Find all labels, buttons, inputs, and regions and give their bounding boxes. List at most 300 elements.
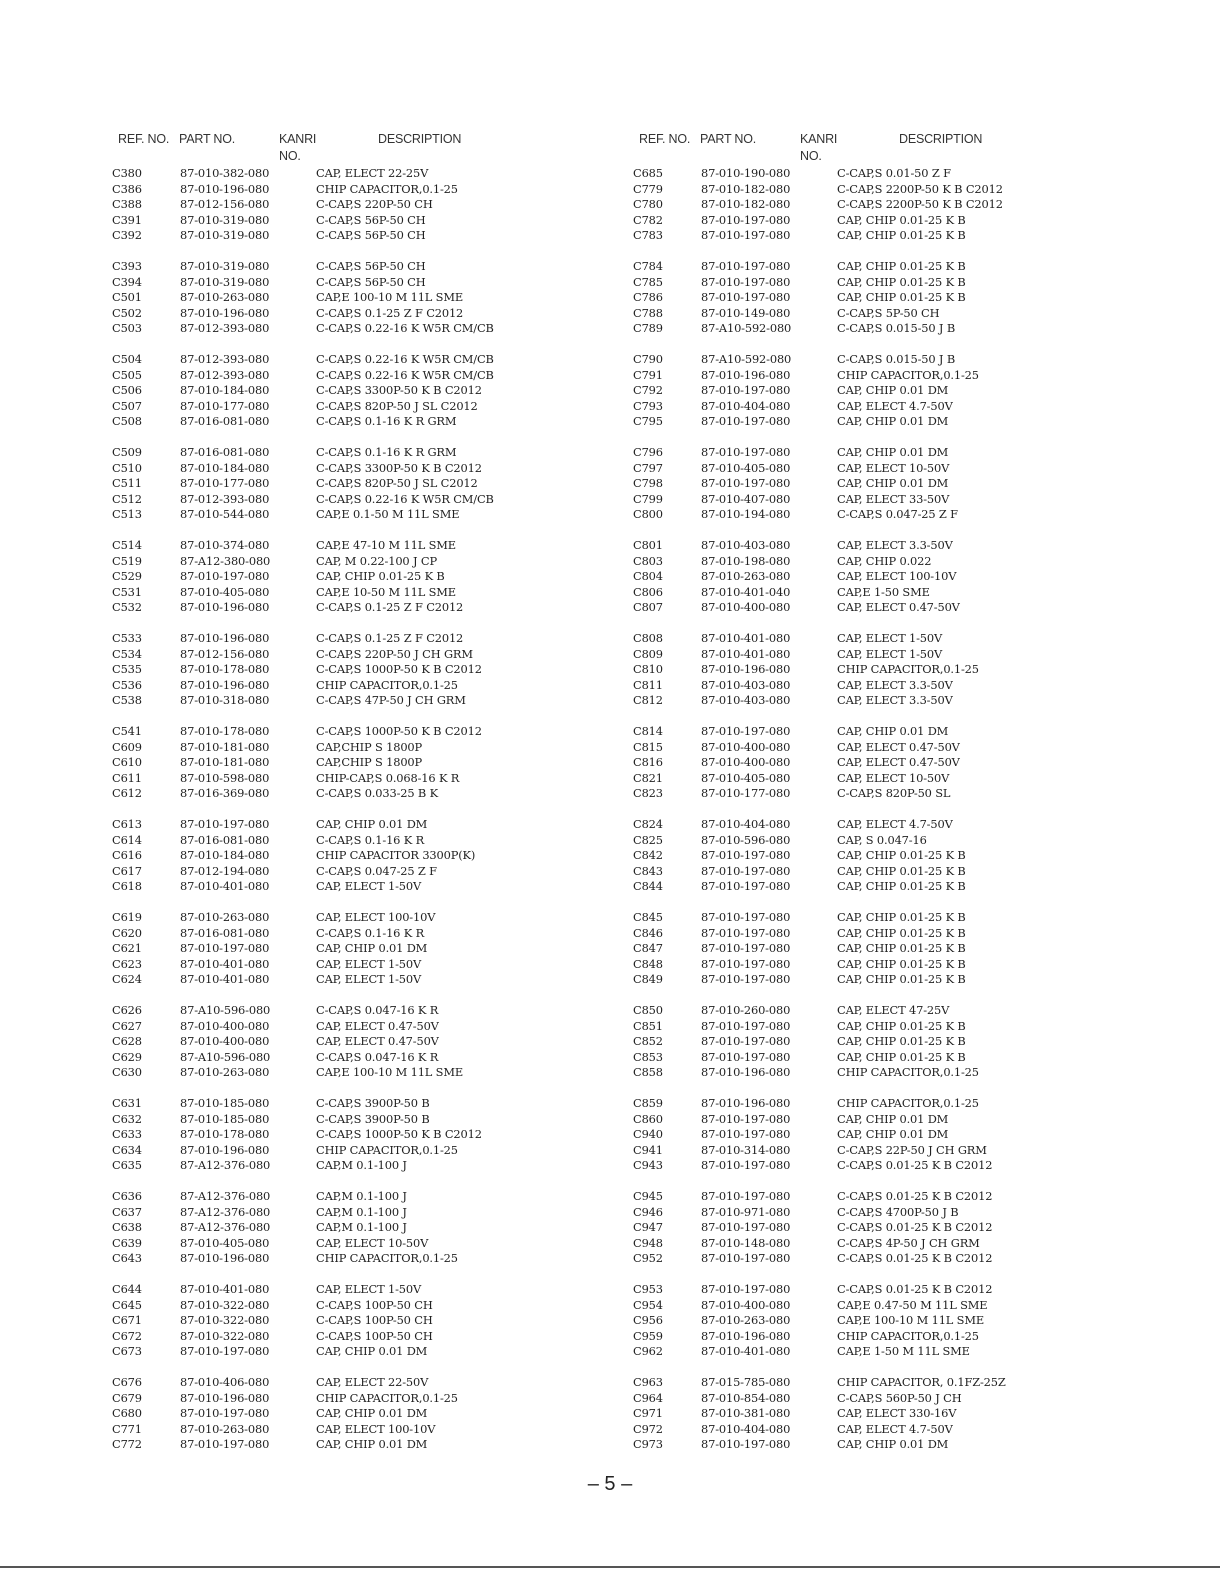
description-cell: CAP, CHIP 0.01-25 K B (837, 925, 966, 940)
ref-no-cell: C621 (112, 941, 142, 955)
ref-no-cell: C609 (112, 739, 142, 754)
description-cell: CAP,CHIP S 1800P (316, 739, 423, 754)
ref-no-cell: C613 (112, 817, 142, 831)
description-cell: C-CAP,S 3300P-50 K B C2012 (316, 383, 482, 397)
part-no-cell: 87-010-263-080 (180, 1421, 270, 1436)
ref-no-cell: C964 (633, 1390, 663, 1405)
ref-no-cell: C972 (633, 1421, 663, 1436)
table-row (633, 678, 1193, 694)
table-row (112, 492, 672, 508)
description-cell: CAP, ELECT 330-16V (837, 1406, 957, 1420)
row-group (633, 817, 1193, 895)
description-cell: CHIP CAPACITOR,0.1-25 (316, 1390, 458, 1405)
part-no-cell: 87-010-197-080 (701, 1158, 791, 1172)
description-cell: CAP, ELECT 22-25V (316, 166, 429, 180)
part-no-cell: 87-010-148-080 (701, 1235, 791, 1250)
table-row (112, 1189, 672, 1205)
part-no-cell: 87-010-197-080 (701, 274, 791, 289)
ref-no-cell: C801 (633, 538, 663, 552)
part-no-cell: 87-010-197-080 (701, 1049, 791, 1064)
part-no-cell: 87-010-185-080 (180, 1096, 270, 1110)
table-row (633, 538, 1193, 554)
ref-no-cell: C629 (112, 1049, 142, 1064)
description-cell: CAP,E 0.47-50 M 11L SME (837, 1297, 988, 1312)
table-row (112, 1050, 672, 1066)
table-row (633, 755, 1193, 771)
part-no-cell: 87-A12-376-080 (180, 1158, 271, 1172)
description-cell: C-CAP,S 2200P-50 K B C2012 (837, 181, 1003, 196)
ref-no-cell: C529 (112, 569, 142, 583)
table-row (112, 1096, 672, 1112)
table-row (633, 476, 1193, 492)
description-cell: CHIP CAPACITOR,0.1-25 (837, 1328, 979, 1343)
description-cell: CAP, ELECT 0.47-50V (837, 739, 960, 754)
table-row (633, 817, 1193, 833)
ref-no-cell: C850 (633, 1003, 663, 1017)
table-row (633, 957, 1193, 973)
table-row (112, 1391, 672, 1407)
part-no-cell: 87-010-400-080 (701, 739, 791, 754)
table-row (633, 1189, 1193, 1205)
table-row (112, 306, 672, 322)
ref-no-cell: C943 (633, 1158, 663, 1172)
table-row (112, 1251, 672, 1267)
part-no-cell: 87-010-197-080 (180, 1344, 270, 1358)
ref-no-cell: C946 (633, 1204, 663, 1219)
description-cell: CAP, ELECT 0.47-50V (837, 755, 960, 769)
table-row (633, 910, 1193, 926)
description-cell: C-CAP,S 3900P-50 B (316, 1111, 430, 1126)
part-no-cell: 87-010-318-080 (180, 693, 270, 707)
ref-no-cell: C963 (633, 1375, 663, 1389)
part-no-cell: 87-A10-596-080 (180, 1049, 271, 1064)
description-cell: C-CAP,S 220P-50 CH (316, 197, 433, 211)
part-no-cell: 87-A10-592-080 (701, 321, 792, 335)
table-row (633, 461, 1193, 477)
ref-no-cell: C393 (112, 259, 142, 273)
part-no-cell: 87-015-785-080 (701, 1375, 791, 1389)
table-row (112, 740, 672, 756)
description-cell: CAP,E 10-50 M 11L SME (316, 584, 456, 599)
description-cell: CAP,E 47-10 M 11L SME (316, 538, 456, 552)
description-cell: CHIP CAPACITOR,0.1-25 (316, 677, 458, 692)
description-cell: CAP, ELECT 10-50V (837, 460, 950, 475)
description-cell: C-CAP,S 22P-50 J CH GRM (837, 1142, 987, 1157)
description-cell: CAP, CHIP 0.022 (837, 553, 932, 568)
description-cell: CAP, ELECT 1-50V (316, 1282, 422, 1296)
table-row (112, 1313, 672, 1329)
part-no-cell: 87-010-177-080 (701, 786, 791, 800)
header-kanri-no: NO. (800, 149, 822, 163)
part-no-cell: 87-010-197-080 (701, 1111, 791, 1126)
description-cell: CHIP CAPACITOR,0.1-25 (837, 1065, 979, 1079)
ref-no-cell: C959 (633, 1328, 663, 1343)
description-cell: C-CAP,S 0.047-25 Z F (837, 507, 958, 521)
table-row (112, 879, 672, 895)
ref-no-cell: C536 (112, 677, 142, 692)
description-cell: C-CAP,S 0.1-25 Z F C2012 (316, 631, 464, 645)
part-no-cell: 87-010-404-080 (701, 817, 791, 831)
description-cell: CAP, ELECT 1-50V (316, 956, 422, 971)
part-no-cell: 87-012-156-080 (180, 197, 270, 211)
description-cell: CAP, CHIP 0.01-25 K B (837, 941, 966, 955)
row-group (633, 166, 1193, 244)
description-cell: C-CAP,S 0.22-16 K W5R CM/CB (316, 367, 494, 382)
part-no-cell: 87-010-403-080 (701, 677, 791, 692)
ref-no-cell: C782 (633, 212, 663, 227)
ref-no-cell: C627 (112, 1018, 142, 1033)
table-row (112, 259, 672, 275)
part-no-cell: 87-010-263-080 (180, 910, 270, 924)
description-cell: CHIP CAPACITOR,0.1-25 (837, 662, 979, 676)
ref-no-cell: C672 (112, 1328, 142, 1343)
table-row (112, 1406, 672, 1422)
part-no-cell: 87-010-196-080 (180, 1390, 270, 1405)
ref-no-cell: C386 (112, 181, 142, 196)
row-group (112, 1375, 672, 1453)
table-row (633, 879, 1193, 895)
ref-no-cell: C851 (633, 1018, 663, 1033)
description-cell: C-CAP,S 5P-50 CH (837, 305, 940, 320)
description-cell: CAP, ELECT 4.7-50V (837, 1421, 953, 1436)
parts-column-right (633, 130, 1193, 1468)
part-no-cell: 87-010-401-080 (701, 646, 791, 661)
description-cell: C-CAP,S 820P-50 J SL C2012 (316, 398, 478, 413)
part-no-cell: 87-010-381-080 (701, 1406, 791, 1420)
part-no-cell: 87-010-196-080 (180, 1142, 270, 1157)
row-group (112, 817, 672, 895)
ref-no-cell: C793 (633, 398, 663, 413)
row-group (112, 166, 672, 244)
table-row (112, 1282, 672, 1298)
description-cell: C-CAP,S 0.01-25 K B C2012 (837, 1220, 993, 1234)
part-no-cell: 87-010-263-080 (701, 569, 791, 583)
description-cell: C-CAP,S 0.1-16 K R (316, 925, 424, 940)
description-cell: CAP, ELECT 33-50V (837, 491, 950, 506)
part-no-cell: 87-010-196-080 (180, 305, 270, 320)
ref-no-cell: C823 (633, 786, 663, 800)
ref-no-cell: C825 (633, 832, 663, 847)
description-cell: CAP, CHIP 0.01 DM (316, 1344, 428, 1358)
ref-no-cell: C632 (112, 1111, 142, 1126)
description-cell: C-CAP,S 220P-50 J CH GRM (316, 646, 473, 661)
table-row (633, 786, 1193, 802)
ref-no-cell: C505 (112, 367, 142, 382)
description-cell: C-CAP,S 100P-50 CH (316, 1313, 433, 1327)
description-cell: CAP, ELECT 10-50V (316, 1235, 429, 1250)
description-cell: CAP, ELECT 0.47-50V (316, 1034, 439, 1048)
description-cell: C-CAP,S 0.033-25 B K (316, 786, 438, 800)
ref-no-cell: C504 (112, 352, 142, 366)
ref-no-cell: C673 (112, 1344, 142, 1358)
ref-no-cell: C507 (112, 398, 142, 413)
part-no-cell: 87-010-178-080 (180, 662, 270, 676)
table-row (633, 492, 1193, 508)
ref-no-cell: C948 (633, 1235, 663, 1250)
table-row (112, 926, 672, 942)
ref-no-cell: C391 (112, 212, 142, 227)
description-cell: CAP, CHIP 0.01-25 K B (837, 1049, 966, 1064)
ref-no-cell: C634 (112, 1142, 142, 1157)
table-row (633, 585, 1193, 601)
part-no-cell: 87-010-197-080 (701, 259, 791, 273)
part-no-cell: 87-010-197-080 (701, 956, 791, 971)
part-no-cell: 87-010-263-080 (180, 1065, 270, 1079)
part-no-cell: 87-010-401-080 (180, 1282, 270, 1296)
description-cell: C-CAP,S 47P-50 J CH GRM (316, 693, 466, 707)
table-row (633, 724, 1193, 740)
description-cell: CAP, ELECT 0.47-50V (316, 1018, 439, 1033)
description-cell: CHIP CAPACITOR,0.1-25 (837, 367, 979, 382)
part-no-cell: 87-010-322-080 (180, 1313, 270, 1327)
part-no-cell: 87-A12-376-080 (180, 1204, 271, 1219)
header-description: DESCRIPTION (899, 132, 983, 146)
row-group (633, 1189, 1193, 1267)
ref-no-cell: C786 (633, 290, 663, 304)
description-cell: CAP, ELECT 1-50V (316, 972, 422, 986)
ref-no-cell: C502 (112, 305, 142, 320)
description-cell: CAP, CHIP 0.01-25 K B (837, 259, 966, 273)
description-cell: CAP, ELECT 4.7-50V (837, 398, 953, 413)
ref-no-cell: C510 (112, 460, 142, 475)
ref-no-cell: C541 (112, 724, 142, 738)
table-row (633, 848, 1193, 864)
ref-no-cell: C785 (633, 274, 663, 289)
table-row (112, 1065, 672, 1081)
ref-no-cell: C680 (112, 1406, 142, 1420)
table-row (633, 693, 1193, 709)
table-row (112, 166, 672, 182)
table-row (633, 1437, 1193, 1453)
ref-no-cell: C637 (112, 1204, 142, 1219)
description-cell: CAP, CHIP 0.01-25 K B (837, 228, 966, 242)
description-cell: CHIP CAPACITOR 3300P(K) (316, 848, 476, 862)
part-no-cell: 87-010-197-080 (701, 414, 791, 428)
part-no-cell: 87-A10-596-080 (180, 1003, 271, 1017)
part-no-cell: 87-010-197-080 (701, 879, 791, 893)
ref-no-cell: C790 (633, 352, 663, 366)
part-no-cell: 87-010-260-080 (701, 1003, 791, 1017)
table-row (633, 1065, 1193, 1081)
ref-no-cell: C816 (633, 755, 663, 769)
description-cell: CAP, ELECT 0.47-50V (837, 600, 960, 614)
row-group (112, 1096, 672, 1174)
ref-no-cell: C685 (633, 166, 663, 180)
description-cell: CAP,M 0.1-100 J (316, 1220, 407, 1234)
description-cell: C-CAP,S 0.047-25 Z F (316, 863, 437, 878)
description-cell: CAP,CHIP S 1800P (316, 755, 423, 769)
table-row (633, 1391, 1193, 1407)
part-no-cell: 87-010-196-080 (180, 677, 270, 692)
table-row (112, 833, 672, 849)
part-no-cell: 87-010-197-080 (701, 445, 791, 459)
table-row (112, 554, 672, 570)
description-cell: CAP, CHIP 0.01 DM (837, 414, 949, 428)
ref-no-cell: C954 (633, 1297, 663, 1312)
bottom-rule (0, 1566, 1220, 1568)
part-no-cell: 87-010-263-080 (180, 290, 270, 304)
part-no-cell: 87-010-400-080 (701, 1297, 791, 1312)
ref-no-cell: C842 (633, 848, 663, 862)
table-row (112, 321, 672, 337)
table-row (633, 1220, 1193, 1236)
part-no-cell: 87-010-181-080 (180, 755, 270, 769)
part-no-cell: 87-010-196-080 (701, 367, 791, 382)
part-no-cell: 87-012-194-080 (180, 863, 270, 878)
part-no-cell: 87-010-196-080 (701, 1328, 791, 1343)
table-row (112, 507, 672, 523)
part-no-cell: 87-010-197-080 (701, 1034, 791, 1048)
ref-no-cell: C388 (112, 197, 142, 211)
part-no-cell: 87-010-406-080 (180, 1375, 270, 1389)
table-row (633, 507, 1193, 523)
part-no-cell: 87-010-405-080 (180, 1235, 270, 1250)
part-no-cell: 87-010-263-080 (701, 1313, 791, 1327)
part-no-cell: 87-010-405-080 (701, 770, 791, 785)
part-no-cell: 87-010-403-080 (701, 693, 791, 707)
part-no-cell: 87-010-404-080 (701, 1421, 791, 1436)
ref-no-cell: C844 (633, 879, 663, 893)
part-no-cell: 87-016-081-080 (180, 445, 270, 459)
table-row (633, 445, 1193, 461)
part-no-cell: 87-A12-376-080 (180, 1220, 271, 1234)
part-no-cell: 87-010-196-080 (180, 1251, 270, 1265)
description-cell: C-CAP,S 0.1-25 Z F C2012 (316, 305, 464, 320)
description-cell: C-CAP,S 0.01-25 K B C2012 (837, 1251, 993, 1265)
part-no-cell: 87-010-596-080 (701, 832, 791, 847)
part-no-cell: 87-010-197-080 (701, 1437, 791, 1451)
table-row (112, 1034, 672, 1050)
table-row (112, 1205, 672, 1221)
description-cell: CAP, CHIP 0.01-25 K B (837, 956, 966, 971)
part-no-cell: 87-010-544-080 (180, 507, 270, 521)
table-row (633, 259, 1193, 275)
table-row (633, 228, 1193, 244)
row-group (633, 445, 1193, 523)
description-cell: C-CAP,S 1000P-50 K B C2012 (316, 1127, 482, 1141)
part-no-cell: 87-010-971-080 (701, 1204, 791, 1219)
part-no-cell: 87-010-197-080 (701, 972, 791, 986)
description-cell: CAP, CHIP 0.01-25 K B (837, 212, 966, 227)
row-group (112, 910, 672, 988)
description-cell: CAP, S 0.047-16 (837, 832, 927, 847)
table-row (112, 693, 672, 709)
table-row (112, 476, 672, 492)
table-row (112, 445, 672, 461)
description-cell: C-CAP,S 0.1-16 K R GRM (316, 445, 457, 459)
ref-no-cell: C810 (633, 662, 663, 676)
description-cell: CAP, CHIP 0.01-25 K B (837, 863, 966, 878)
header-kanri-no: NO. (279, 149, 301, 163)
table-row (112, 352, 672, 368)
table-row (112, 1329, 672, 1345)
description-cell: CAP, ELECT 47-25V (837, 1003, 950, 1017)
part-no-cell: 87-010-185-080 (180, 1111, 270, 1126)
table-row (112, 631, 672, 647)
table-row (633, 1096, 1193, 1112)
table-row (112, 786, 672, 802)
part-no-cell: 87-010-322-080 (180, 1328, 270, 1343)
description-cell: C-CAP,S 3300P-50 K B C2012 (316, 460, 482, 475)
row-group (633, 1282, 1193, 1360)
description-cell: CAP, CHIP 0.01 DM (837, 383, 949, 397)
table-row (633, 600, 1193, 616)
ref-no-cell: C610 (112, 755, 142, 769)
description-cell: CAP, ELECT 22-50V (316, 1375, 429, 1389)
ref-no-cell: C644 (112, 1282, 142, 1296)
part-no-cell: 87-010-401-080 (180, 956, 270, 971)
description-cell: C-CAP,S 0.01-50 Z F (837, 166, 951, 180)
part-no-cell: 87-010-405-080 (701, 460, 791, 475)
ref-no-cell: C508 (112, 414, 142, 428)
ref-no-cell: C845 (633, 910, 663, 924)
part-no-cell: 87-010-401-080 (180, 972, 270, 986)
part-no-cell: 87-010-407-080 (701, 491, 791, 506)
part-no-cell: 87-010-196-080 (180, 600, 270, 614)
header-kanri: KANRI (800, 132, 838, 146)
description-cell: C-CAP,S 4P-50 J CH GRM (837, 1235, 980, 1250)
part-no-cell: 87-010-184-080 (180, 383, 270, 397)
table-row (633, 1344, 1193, 1360)
table-row (112, 1437, 672, 1453)
part-no-cell: 87-010-400-080 (701, 600, 791, 614)
part-no-cell: 87-010-197-080 (701, 476, 791, 490)
part-no-cell: 87-010-196-080 (180, 631, 270, 645)
table-row (633, 864, 1193, 880)
ref-no-cell: C824 (633, 817, 663, 831)
table-row (633, 399, 1193, 415)
table-row (633, 941, 1193, 957)
ref-no-cell: C804 (633, 569, 663, 583)
ref-no-cell: C636 (112, 1189, 142, 1203)
description-cell: CAP, ELECT 100-10V (316, 1421, 436, 1436)
description-cell: C-CAP,S 0.047-16 K R (316, 1049, 439, 1064)
part-no-cell: 87-010-197-080 (180, 1406, 270, 1420)
part-no-cell: 87-010-177-080 (180, 398, 270, 413)
table-row (633, 290, 1193, 306)
description-cell: C-CAP,S 0.1-16 K R (316, 832, 424, 847)
part-no-cell: 87-010-598-080 (180, 770, 270, 785)
column-header (112, 130, 672, 166)
ref-no-cell: C630 (112, 1065, 142, 1079)
table-row (112, 1127, 672, 1143)
part-no-cell: 87-010-194-080 (701, 507, 791, 521)
row-group (112, 1189, 672, 1267)
table-row (633, 554, 1193, 570)
description-cell: C-CAP,S 3900P-50 B (316, 1096, 430, 1110)
table-row (633, 1422, 1193, 1438)
ref-no-cell: C624 (112, 972, 142, 986)
ref-no-cell: C821 (633, 770, 663, 785)
part-no-cell: 87-010-322-080 (180, 1297, 270, 1312)
ref-no-cell: C859 (633, 1096, 663, 1110)
table-row (112, 1158, 672, 1174)
row-group (112, 538, 672, 616)
ref-no-cell: C941 (633, 1142, 663, 1157)
table-row (112, 1143, 672, 1159)
ref-no-cell: C614 (112, 832, 142, 847)
table-row (112, 1298, 672, 1314)
description-cell: CAP, CHIP 0.01-25 K B (837, 848, 966, 862)
table-row (633, 972, 1193, 988)
table-row (633, 1019, 1193, 1035)
ref-no-cell: C811 (633, 677, 663, 692)
ref-no-cell: C501 (112, 290, 142, 304)
row-group (112, 724, 672, 802)
ref-no-cell: C392 (112, 228, 142, 242)
table-row (633, 414, 1193, 430)
ref-no-cell: C509 (112, 445, 142, 459)
